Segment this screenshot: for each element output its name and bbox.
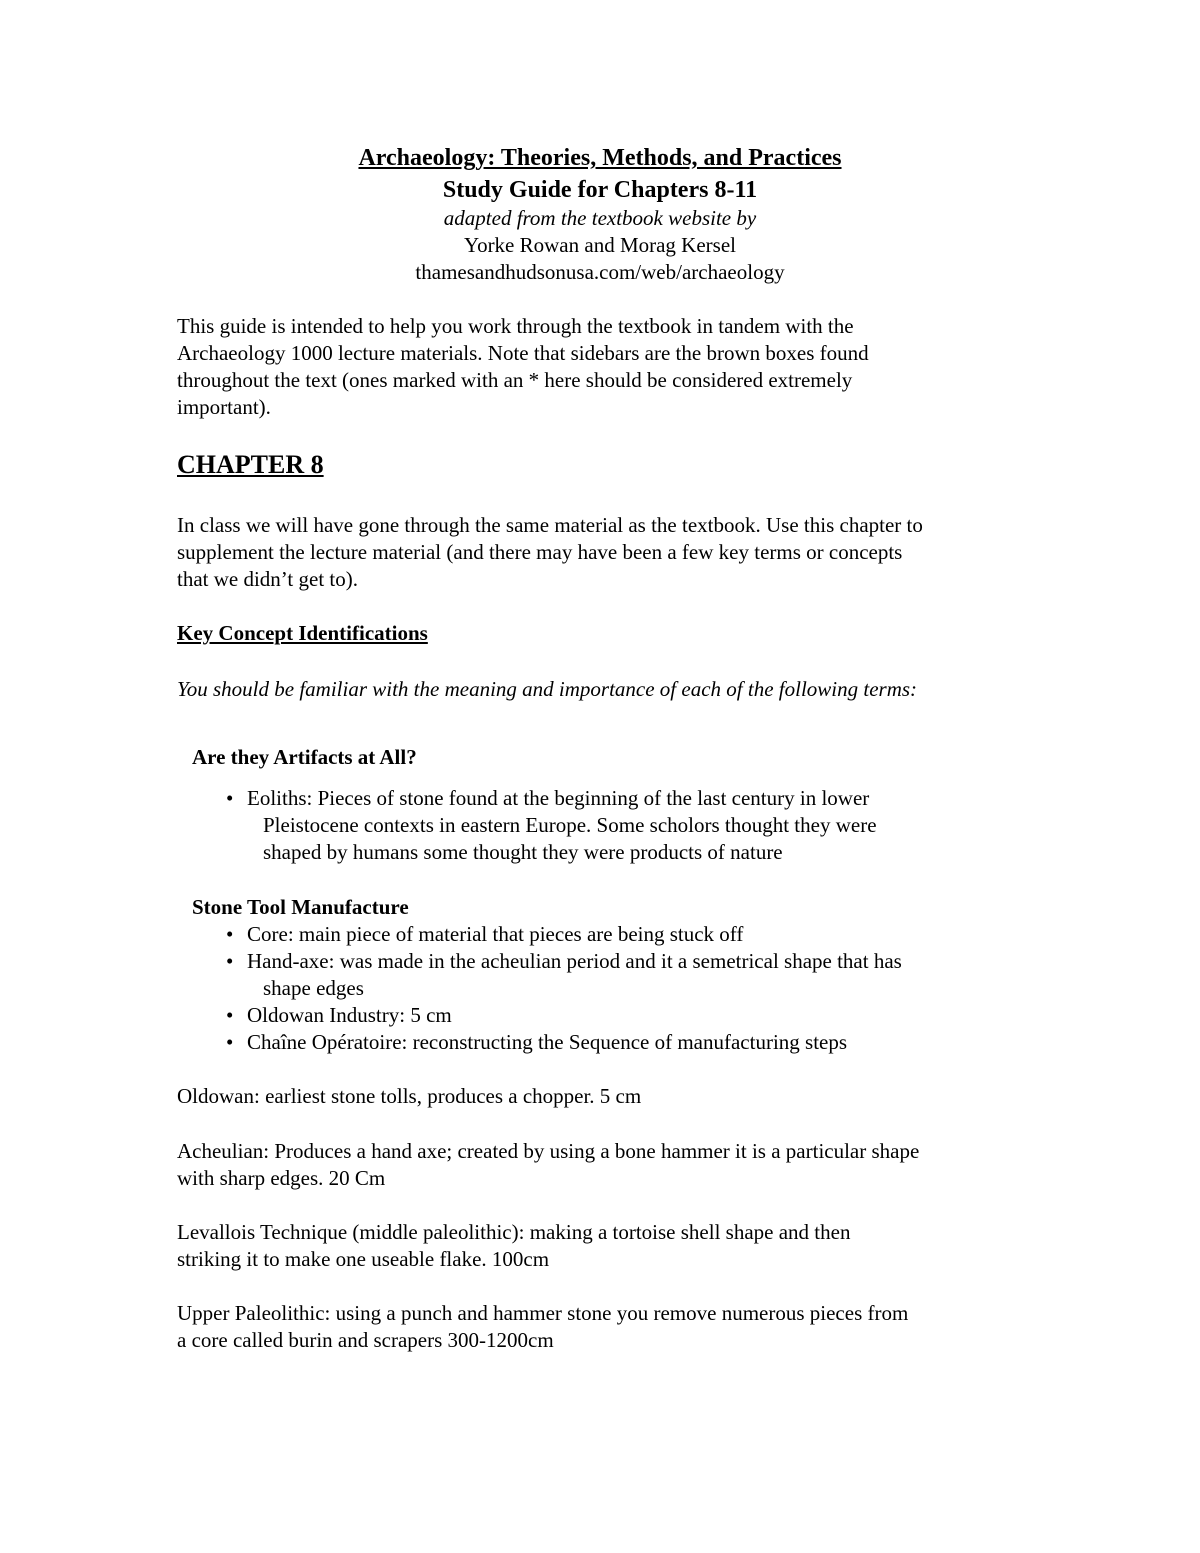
note-line: striking it to make one useable flake. 100cm [177,1247,550,1271]
list-item [226,948,902,1002]
note-line: Acheulian: Produces a hand axe; created by using a bone hammer it is a particular shape [177,1139,920,1163]
chapter-heading: CHAPTER 8 [177,450,324,479]
list-item [226,1002,902,1029]
document-title: Archaeology: Theories, Methods, and Practices [358,145,842,171]
list-item [226,921,902,948]
bullet-text: Oldowan Industry: 5 cm [247,1003,452,1027]
note-paragraph [177,1138,1037,1192]
intro-line: This guide is intended to help you work through the textbook in tandem with the [177,314,854,338]
bullet-icon: • [226,922,234,946]
note-line: Oldowan: earliest stone tolls, produces a chopper. 5 cm [177,1084,642,1108]
note-line: Levallois Technique (middle paleolithic): making a tortoise shell shape and then [177,1220,851,1244]
bullet-text-continuation: shaped by humans some thought they were products of nature [263,840,783,864]
intro-paragraph [177,313,1037,421]
chapter-intro-line: that we didn’t get to). [177,567,358,591]
key-concepts-heading: Key Concept Identifications [177,621,428,645]
intro-line: important). [177,395,271,419]
familiar-instruction: You should be familiar with the meaning and importance of each of the following terms: [177,677,918,701]
chapter-intro-paragraph [177,512,1037,593]
note-line: Upper Paleolithic: using a punch and hammer stone you remove numerous pieces from [177,1301,909,1325]
note-line: with sharp edges. 20 Cm [177,1166,386,1190]
adapted-note: adapted from the textbook website by [443,206,757,230]
stone-tool-bullet-list [226,921,902,1056]
bullet-icon: • [226,1030,234,1054]
document-subtitle: Study Guide for Chapters 8-11 [442,177,758,203]
bullet-icon: • [226,949,234,973]
note-line: a core called burin and scrapers 300-1200cm [177,1328,554,1352]
intro-line: Archaeology 1000 lecture materials. Note that sidebars are the brown boxes found [177,341,869,365]
bullet-text: Hand-axe: was made in the acheulian period and it a semetrical shape that has [247,949,902,973]
section-heading-stone-tool: Stone Tool Manufacture [192,895,409,919]
list-item [226,1029,902,1056]
note-paragraph [177,1300,1037,1354]
chapter-intro-line: In class we will have gone through the same material as the textbook. Use this chapter to [177,513,923,537]
bullet-text-continuation: shape edges [263,976,364,1000]
bullet-icon: • [226,1003,234,1027]
note-paragraph [177,1219,1037,1273]
chapter-intro-line: supplement the lecture material (and there may have been a few key terms or concepts [177,540,903,564]
bullet-text-continuation: Pleistocene contexts in eastern Europe. Some scholors thought they were [263,813,877,837]
bullet-text: Core: main piece of material that pieces are being stuck off [247,922,744,946]
bullet-text: Eoliths: Pieces of stone found at the beginning of the last century in lower [247,786,870,810]
intro-line: throughout the text (ones marked with an * here should be considered extremely [177,368,853,392]
bullet-icon: • [226,786,234,810]
artifacts-bullet-list [226,785,877,866]
note-paragraph [177,1083,1037,1110]
bullet-text: Chaîne Opératoire: reconstructing the Sequence of manufacturing steps [247,1030,848,1054]
authors-line: Yorke Rowan and Morag Kersel [464,233,736,257]
website-line: thamesandhudsonusa.com/web/archaeology [415,260,785,284]
section-heading-artifacts: Are they Artifacts at All? [192,745,417,769]
list-item [226,785,877,866]
